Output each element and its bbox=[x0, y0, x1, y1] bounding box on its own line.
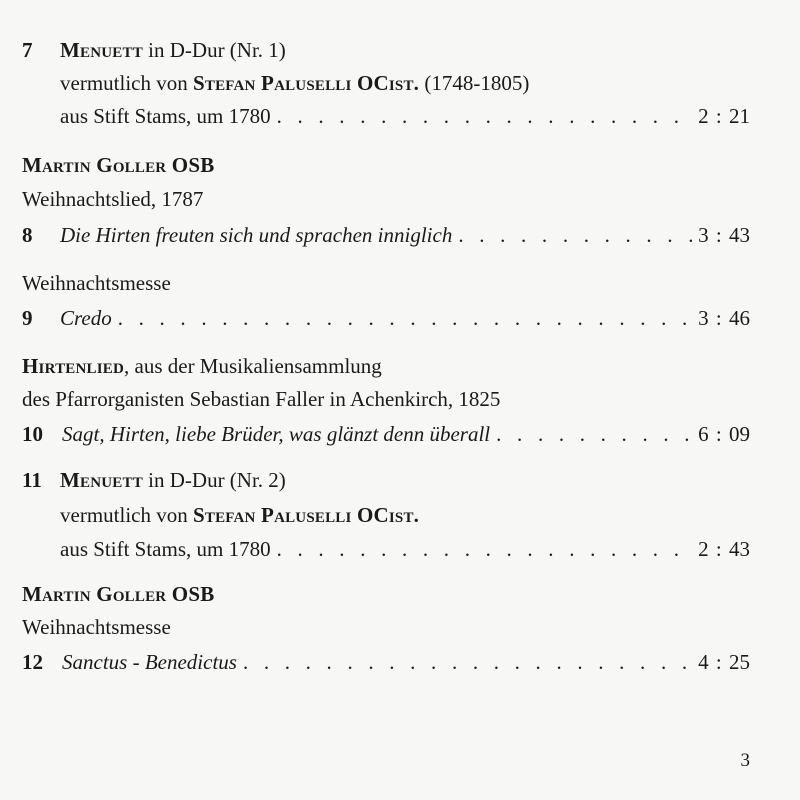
section-subtitle: des Pfarrorganisten Sebastian Faller in Achenkirch, 1825 bbox=[22, 387, 501, 411]
composer-name: Martin Goller OSB bbox=[22, 582, 215, 606]
track-duration: 6 : 09 bbox=[698, 422, 750, 446]
track-11-attribution bbox=[60, 502, 419, 528]
track-number: 12 bbox=[22, 650, 43, 674]
work-title: Weihnachtslied, 1787 bbox=[22, 187, 204, 211]
track-8-line bbox=[22, 222, 750, 248]
work-title: Weihnachtsmesse bbox=[22, 615, 171, 639]
track-title: Die Hirten freuten sich und sprachen inniglich bbox=[60, 223, 453, 247]
track-10-line bbox=[22, 421, 750, 447]
composer-dates: (1748-1805) bbox=[424, 71, 530, 95]
track-duration: 2 : 43 bbox=[698, 537, 750, 561]
section-composer bbox=[22, 152, 214, 178]
dot-leader bbox=[458, 222, 692, 248]
track-title: Menuett bbox=[60, 468, 143, 492]
track-duration: 3 : 43 bbox=[698, 223, 750, 247]
dot-leader bbox=[243, 649, 692, 675]
track-12-line bbox=[22, 649, 750, 675]
section-hirtenlied-line1 bbox=[22, 353, 382, 379]
track-number: 11 bbox=[22, 468, 42, 492]
track-duration: 2 : 21 bbox=[698, 104, 750, 128]
section-work bbox=[22, 614, 171, 640]
track-7-heading bbox=[22, 37, 286, 63]
dot-leader bbox=[277, 536, 693, 562]
track-11-heading bbox=[22, 467, 286, 493]
section-hirtenlied-line2 bbox=[22, 386, 500, 412]
dot-leader bbox=[277, 103, 693, 129]
track-title: Menuett bbox=[60, 38, 143, 62]
track-7-attribution bbox=[60, 70, 529, 96]
page-number: 3 bbox=[740, 750, 750, 771]
section-title: Hirtenlied bbox=[22, 354, 124, 378]
composer-name: Stefan Paluselli OCist. bbox=[192, 503, 420, 527]
work-title: Weihnachtsmesse bbox=[22, 271, 171, 295]
section-work bbox=[22, 270, 171, 296]
track-7-source-line bbox=[60, 103, 750, 129]
section-composer bbox=[22, 581, 214, 607]
dot-leader bbox=[496, 421, 692, 447]
track-duration: 3 : 46 bbox=[698, 306, 750, 330]
track-number: 10 bbox=[22, 422, 43, 446]
track-11-source-line bbox=[60, 536, 750, 562]
track-title: Sanctus - Benedictus bbox=[62, 650, 237, 674]
composer-name: Martin Goller OSB bbox=[22, 153, 215, 177]
track-source: aus Stift Stams, um 1780 bbox=[60, 537, 271, 561]
track-duration: 4 : 25 bbox=[698, 650, 750, 674]
track-number: 9 bbox=[22, 306, 33, 330]
track-title-rest: in D-Dur (Nr. 2) bbox=[148, 468, 286, 492]
composer-name: Stefan Paluselli OCist. bbox=[192, 71, 420, 95]
track-title-rest: in D-Dur (Nr. 1) bbox=[148, 38, 286, 62]
dot-leader bbox=[118, 305, 692, 331]
track-title: Sagt, Hirten, liebe Brüder, was glänzt denn überall bbox=[62, 422, 491, 446]
attribution-prefix: vermutlich von bbox=[60, 71, 188, 95]
section-title-rest: , aus der Musikaliensammlung bbox=[124, 354, 382, 378]
track-title: Credo bbox=[60, 306, 112, 330]
track-number: 7 bbox=[22, 38, 33, 62]
attribution-prefix: vermutlich von bbox=[60, 503, 188, 527]
track-number: 8 bbox=[22, 223, 33, 247]
section-work bbox=[22, 186, 203, 212]
track-source: aus Stift Stams, um 1780 bbox=[60, 104, 271, 128]
track-9-line bbox=[22, 305, 750, 331]
